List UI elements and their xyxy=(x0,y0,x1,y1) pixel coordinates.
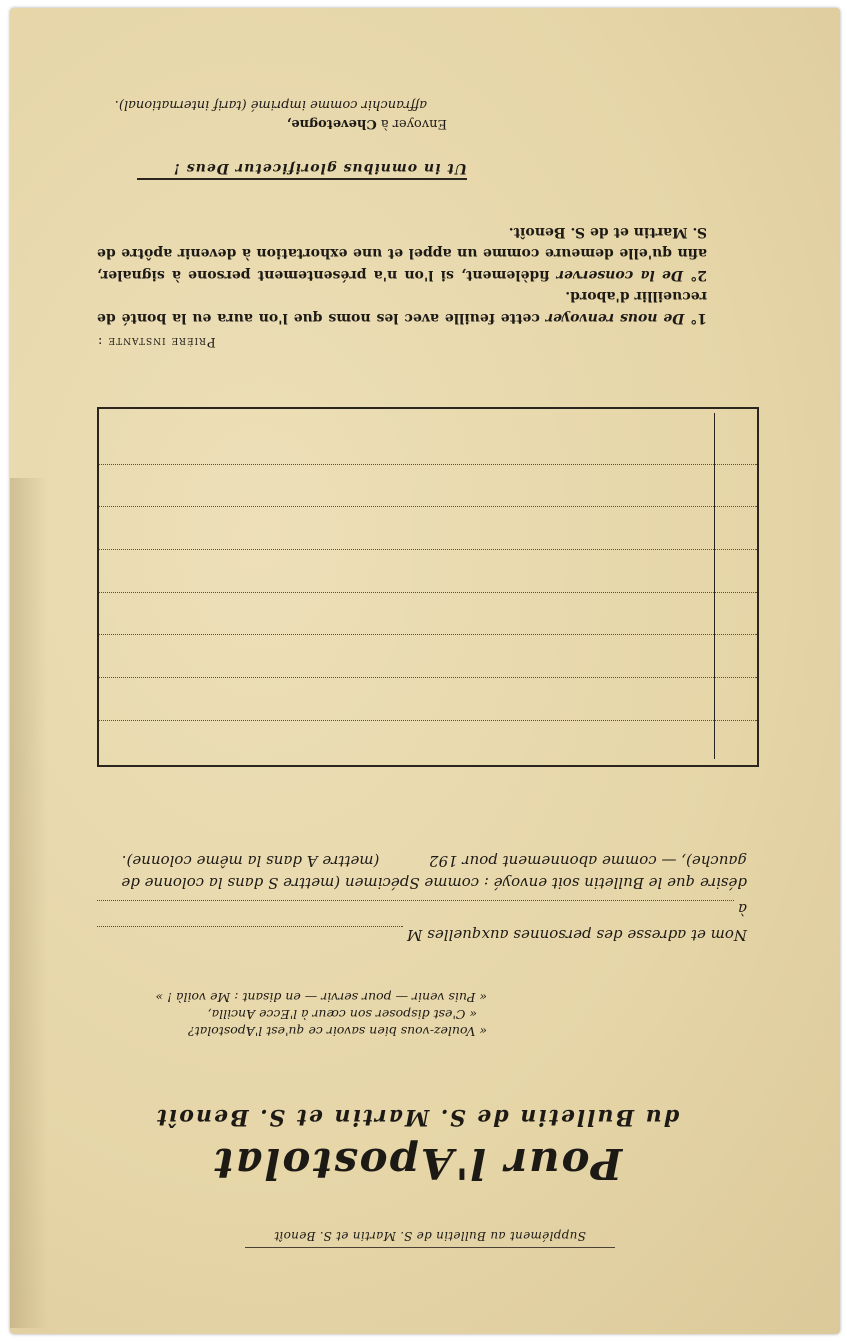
priere-item-2 xyxy=(97,221,747,286)
envoyer-block xyxy=(27,95,447,133)
supplement-header: Supplément au Bulletin de S. Martin et S. Benoît xyxy=(245,1229,615,1248)
address-blank-line[interactable] xyxy=(97,926,403,941)
quote-block xyxy=(67,989,487,1040)
form-row-line[interactable] xyxy=(99,505,757,507)
item-number: 2° xyxy=(683,267,707,283)
envoyer-prefix: Envoyer à xyxy=(376,116,447,131)
envoyer-line xyxy=(27,114,447,133)
form-row-line[interactable] xyxy=(99,633,757,635)
desire-paragraph xyxy=(97,850,747,894)
address-field xyxy=(97,926,747,944)
page-title: Pour l'Apostolat xyxy=(211,1139,623,1188)
item-italic: De la conserver xyxy=(556,267,684,283)
desire-text-end: (mettre A dans la même colonne). xyxy=(121,852,380,870)
desire-text: désire que le Bulletin soit envoyé : comme Spécimen (mettre S dans la colonne de gauche), — comme abonnement pour 192 xyxy=(121,852,747,892)
recipient-field xyxy=(97,900,747,918)
names-form-box xyxy=(97,407,759,767)
priere-item-1 xyxy=(97,285,747,328)
address-label: Nom et adresse des personnes auxquelles M xyxy=(407,926,747,944)
motto: Ut in omnibus glorificetur Deus ! xyxy=(137,160,467,180)
item-number: 1° xyxy=(684,310,707,326)
page-subtitle: du Bulletin de S. Martin et S. Benoît xyxy=(154,1104,680,1130)
form-row-line[interactable] xyxy=(99,463,757,465)
a-label: à xyxy=(738,900,747,918)
form-row-line[interactable] xyxy=(99,548,757,550)
priere-body xyxy=(97,221,747,329)
recipient-blank-line[interactable] xyxy=(97,900,734,915)
form-row-line[interactable] xyxy=(99,591,757,593)
quote-line: « Puis venir — pour servir — en disant : Me voilà ! » xyxy=(155,990,487,1005)
item-text: fidèlement, si l'on n'a présentement persone à signaler, afin qu'elle demeure comme un appel et une exhortation à devenir apôtre de S. Martin et de S. Benoît. xyxy=(97,224,707,283)
item-italic: De nous renvoyer xyxy=(545,310,685,326)
form-row-line[interactable] xyxy=(99,719,757,721)
envoyer-place: Chevetogne, xyxy=(286,116,377,131)
quote-line: « C'est disposer son cœur à l'Ecce Ancilla, xyxy=(207,1007,477,1022)
item-text: cette feuille avec les noms que l'on aura eu la bonté de recueillir d'abord. xyxy=(97,288,707,326)
form-row-line[interactable] xyxy=(99,676,757,678)
quote-line: « Voulez-vous bien savoir ce qu'est l'Apostolat? xyxy=(188,1024,487,1039)
priere-heading: Prière instante : xyxy=(97,334,216,349)
envoyer-postage: affranchir comme imprimé (tarif international). xyxy=(114,97,427,112)
